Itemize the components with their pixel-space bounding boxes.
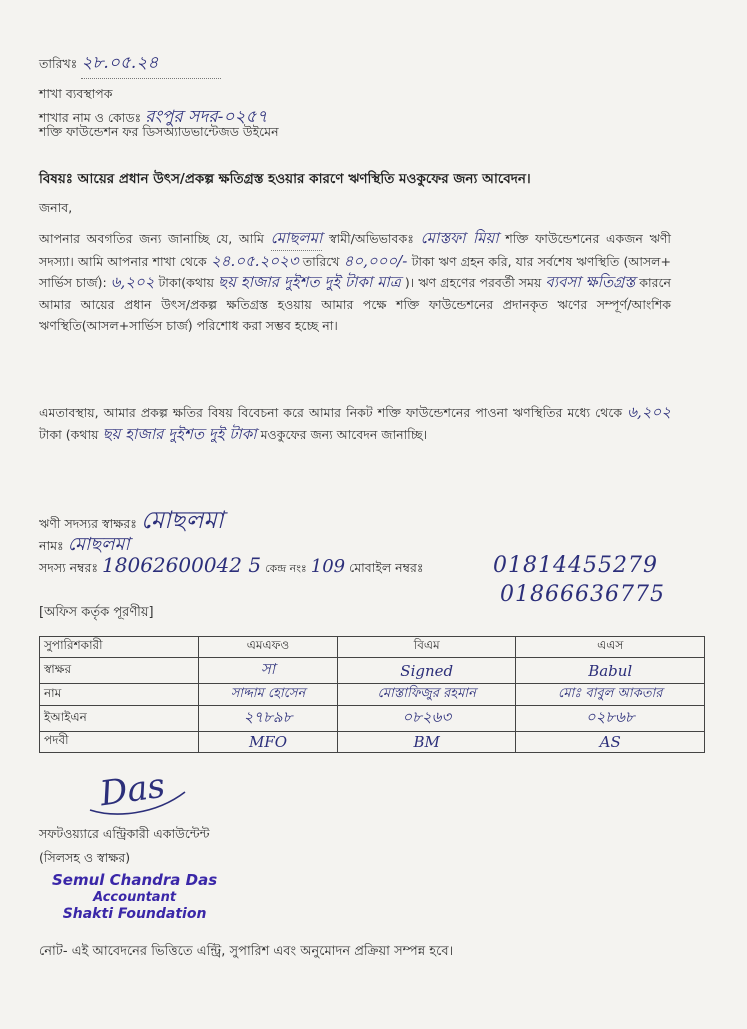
as-signature: Babul — [588, 661, 633, 680]
footer-note: নোট- এই আবেদনের ভিত্তিতে এন্ট্রি, সুপারিশ এবং অনুমোদন প্রক্রিয়া সম্পন্ন হবে। — [39, 944, 454, 959]
member-number: 18062600042 5 — [102, 553, 262, 577]
p1-text-2: স্বামী/অভিভাবকঃ — [328, 231, 414, 246]
accountant-seal-note: (সিলসহ ও স্বাক্ষর) — [39, 850, 131, 865]
date-row — [39, 50, 221, 79]
header-cell: সুপারিশকারী — [40, 637, 199, 658]
p1-text-8: কারনে আমার আয়ের প্রধান উৎস/প্রকল্প ক্ষতিগ্রস্ত হওয়ায় আমার পক্ষে শক্তি ফাউন্ডেশনের প্রদানকৃত ঋণের সম্পূর্ণ/আংশিক ঋণস্থিতি(আসল+সার্ভিস চার্জ) পরিশোধ করা সম্ভব হচ্ছে না। — [39, 275, 671, 333]
member-number-label: সদস্য নম্বরঃ — [39, 560, 99, 575]
accountant-stamp — [52, 872, 217, 923]
mfo-ein: ২৭৮৯৮ — [243, 708, 293, 726]
signature-flourish — [85, 770, 195, 820]
accountant-signature: Das — [97, 765, 168, 815]
bm-designation: BM — [413, 733, 440, 751]
as-name: মোঃ বাবুল আকতার — [558, 686, 663, 701]
loan-balance-words: ছয় হাজার দুইশত দুই টাকা মাত্র — [218, 273, 401, 291]
bm-ein: ০৮২৬৩ — [402, 708, 452, 726]
office-use-label: [অফিস কর্তৃক পূরণীয়] — [39, 605, 154, 620]
as-designation: AS — [599, 733, 621, 751]
p2-text-1: এমতাবস্থায়, আমার প্রকল্প ক্ষতির বিষয় বিবেচনা করে আমার নিকট শক্তি ফাউন্ডেশনের পাওনা ঋণস্থিতির মধ্যে থেকে — [39, 405, 623, 420]
p1-text-7: )। ঋণ গ্রহণের পরবর্তী সময় — [404, 275, 542, 290]
branch-value: রংপুর সদর-০২৫৭ — [145, 107, 268, 127]
p1-text-6: টাকা(কথায় — [158, 275, 215, 290]
subject-line: বিষয়ঃ আয়ের প্রধান উৎস/প্রকল্প ক্ষতিগ্রস্ত হওয়ার কারণে ঋণস্থিতি মওকুফের জন্য আবেদন। — [39, 171, 531, 187]
stamp-org: Shakti Foundation — [62, 906, 207, 922]
waiver-amount-words: ছয় হাজার দুইশত দুই টাকা — [102, 424, 257, 443]
row-label: পদবী — [40, 732, 199, 753]
date-value: ২৮.০৫.২৪ — [81, 50, 221, 79]
loan-balance: ৬,২০২ — [110, 273, 155, 291]
mobile-label: মোবাইল নম্বরঃ — [349, 560, 424, 575]
waiver-amount: ৬,২০২ — [627, 403, 671, 421]
p2-text-3: মওকুফের জন্য আবেদন জানাচ্ছি। — [260, 426, 428, 442]
member-name: মোছলমা — [67, 534, 130, 555]
as-ein: ০২৮৬৮ — [585, 708, 635, 726]
member-signature: মোছলমা — [140, 506, 224, 534]
applicant-name: মোছলমা — [271, 228, 323, 251]
body-paragraph-1 — [39, 228, 671, 337]
salutation: জনাব, — [39, 200, 73, 215]
mfo-name: সাদ্দাম হোসেন — [230, 686, 306, 701]
date-label: তারিখঃ — [39, 56, 78, 71]
table-header-row — [40, 637, 705, 658]
loan-amount: ৪০,০০০/- — [343, 251, 408, 270]
header-cell: এমএফও — [199, 637, 338, 658]
stamp-title: Accountant — [93, 890, 177, 905]
p1-text-1: আপনার অবগতির জন্য জানাচ্ছি যে, আমি — [39, 231, 264, 246]
table-row — [40, 706, 705, 732]
recipient-line: শাখা ব্যবস্থাপক — [39, 86, 113, 101]
guardian-name: মোস্তফা মিয়া — [420, 229, 499, 247]
row-label: স্বাক্ষর — [40, 658, 199, 684]
header-cell: বিএম — [338, 637, 516, 658]
member-name-label: নামঃ — [39, 538, 64, 553]
stamp-name: Semul Chandra Das — [52, 871, 218, 889]
mfo-signature: সা — [260, 660, 276, 678]
p1-text-4: তারিখে — [302, 253, 340, 269]
organization-line: শক্তি ফাউন্ডেশন ফর ডিসঅ্যাডভান্টেজড উইমেন — [39, 124, 279, 139]
loss-reason: ব্যবসা ক্ষতিগ্রস্ত — [545, 273, 636, 291]
bm-signature: Signed — [400, 661, 454, 680]
accountant-title: সফটওয়্যারে এন্ট্রিকারী একাউন্টেন্ট — [39, 826, 210, 841]
mobile-number-1: 01814455279 — [493, 553, 658, 578]
table-row — [40, 732, 705, 753]
p1-text-5: টাকা ঋণ গ্রহন করি, যার সর্বশেষ ঋণস্থিতি (আসল+ সার্ভিস চার্জ): — [39, 253, 671, 290]
row-label: নাম — [40, 684, 199, 706]
p2-text-2: টাকা (কথায় — [39, 426, 99, 442]
member-signature-label: ঋণী সদস্যর স্বাক্ষরঃ — [39, 516, 137, 531]
member-number-row — [39, 553, 424, 580]
row-label: ইআইএন — [40, 706, 199, 732]
branch-label: শাখার নাম ও কোডঃ — [39, 110, 142, 125]
mobile-number-2: 01866636775 — [500, 582, 665, 607]
table-row — [40, 684, 705, 706]
bm-name: মোস্তাফিজুর রহমান — [377, 686, 476, 701]
body-paragraph-2 — [39, 402, 671, 445]
mfo-designation: MFO — [248, 733, 288, 751]
p1-text-3: শক্তি ফাউন্ডেশনের একজন ঋণী সদস্যা। আমি আপনার শাখা থেকে — [39, 231, 671, 269]
recommendation-table — [39, 636, 705, 753]
table-row — [40, 658, 705, 684]
center-number: 109 — [310, 556, 346, 577]
header-cell: এএস — [516, 637, 705, 658]
center-label: কেন্দ্র নংঃ — [265, 562, 307, 575]
loan-date: ২৪.০৫.২০২৩ — [210, 251, 299, 270]
